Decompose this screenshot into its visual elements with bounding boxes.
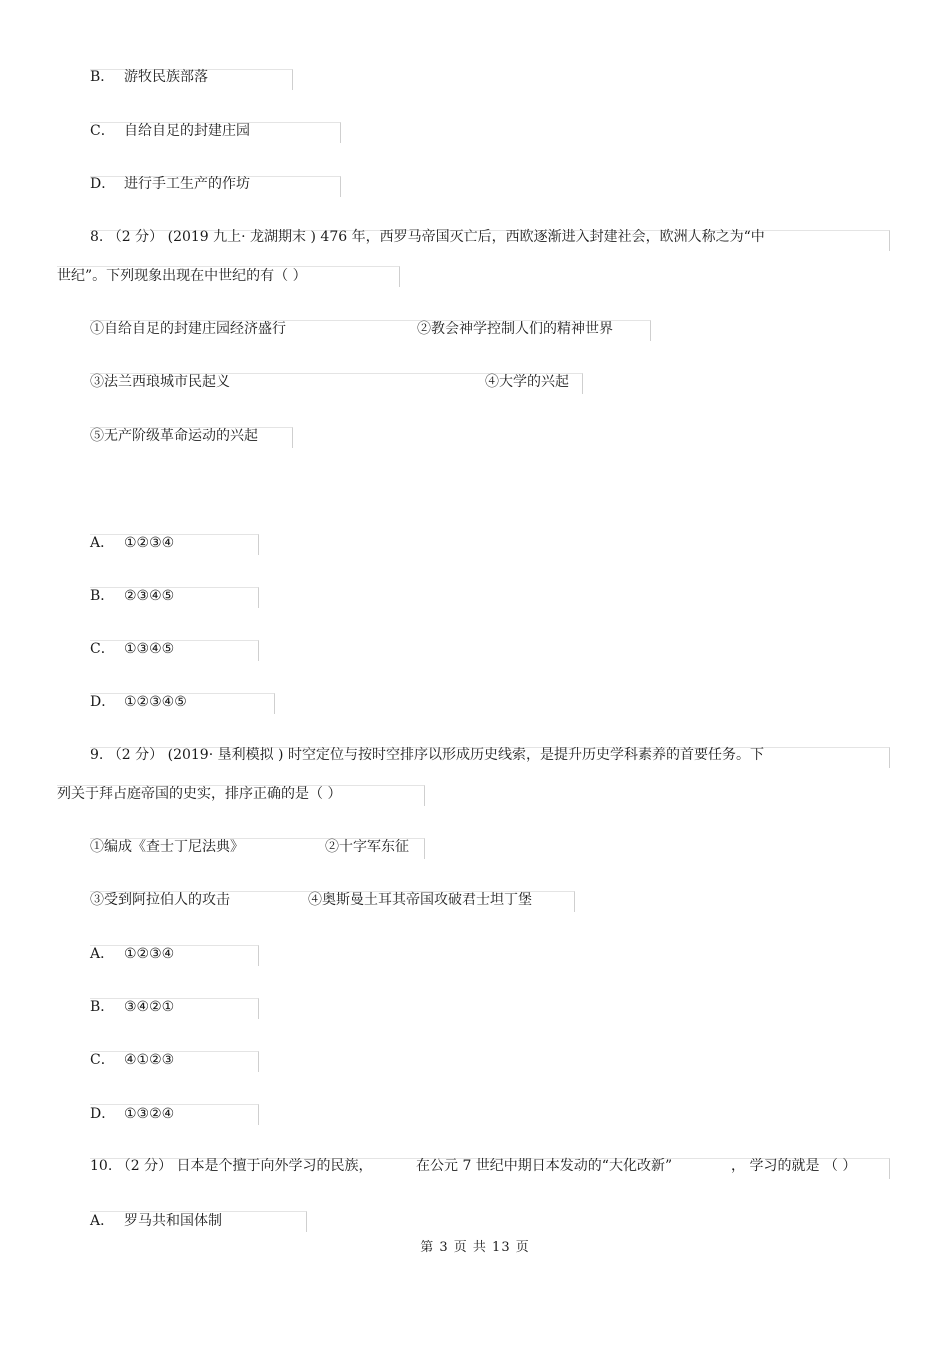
option-letter: C． (90, 1052, 115, 1068)
option-letter: B． (90, 588, 115, 604)
option-letter: D． (90, 176, 116, 192)
q7-option-d[interactable] (90, 175, 250, 193)
option-text: ③④②① (124, 999, 175, 1015)
q8-item-5: ⑤无产阶级革命运动的兴起 (90, 428, 258, 444)
option-text: ②③④⑤ (124, 588, 175, 604)
option-text: 罗马共和国体制 (124, 1213, 222, 1229)
q8-stem-line2: 世纪”。下列现象出现在中世纪的有（ ） (57, 268, 307, 284)
q8-option-c[interactable] (90, 640, 174, 658)
option-letter: B． (90, 999, 115, 1015)
q10-stem-part2: 在公元 7 世纪中期日本发动的“大化改新” (416, 1158, 673, 1174)
option-letter: A． (90, 1213, 115, 1229)
option-letter: C． (90, 123, 115, 139)
q9-option-b[interactable] (90, 998, 174, 1016)
option-text: ①②③④⑤ (124, 694, 187, 710)
q9-stem-line1: 9. （2 分） (2019· 垦利模拟 ) 时空定位与按时空排序以形成历史线索，是提升历史学科素养的首要任务。下 (90, 747, 764, 763)
option-letter: A． (90, 946, 115, 962)
q8-option-b[interactable] (90, 587, 174, 605)
q10-stem-part1: 10. （2 分） 日本是个擅于向外学习的民族， (90, 1158, 373, 1174)
option-text: ①②③④ (124, 535, 175, 551)
q8-item-3: ③法兰西琅城市民起义 (90, 374, 230, 390)
option-text: ①③④⑤ (124, 641, 175, 657)
q10-option-a[interactable] (90, 1212, 222, 1230)
q8-item-1: ①自给自足的封建庄园经济盛行 (90, 321, 286, 337)
option-letter: B． (90, 69, 115, 85)
option-letter: A． (90, 535, 115, 551)
q9-stem-line2: 列关于拜占庭帝国的史实，排序正确的是（ ） (57, 786, 342, 802)
option-letter: D． (90, 694, 116, 710)
q8-option-a[interactable] (90, 534, 174, 552)
q10-stem-part3: ， 学习的就是 （ ） (731, 1158, 857, 1174)
q8-item-2: ②教会神学控制人们的精神世界 (417, 321, 613, 337)
q8-item-4: ④大学的兴起 (485, 374, 569, 390)
q9-option-c[interactable] (90, 1051, 174, 1069)
option-text: 进行手工生产的作坊 (124, 176, 250, 192)
q9-item-1: ①编成《查士丁尼法典》 (90, 839, 244, 855)
q9-item-4: ④奥斯曼土耳其帝国攻破君士坦丁堡 (308, 892, 532, 908)
q9-item-2: ②十字军东征 (325, 839, 409, 855)
option-text: ④①②③ (124, 1052, 175, 1068)
option-letter: D． (90, 1106, 116, 1122)
q8-option-d[interactable] (90, 693, 187, 711)
option-text: ①②③④ (124, 946, 175, 962)
q9-option-a[interactable] (90, 945, 174, 963)
option-text: 游牧民族部落 (124, 69, 208, 85)
q8-stem-line1: 8. （2 分） (2019 九上· 龙湖期末 ) 476 年，西罗马帝国灭亡后，西欧逐渐进入封建社会，欧洲人称之为“中 (90, 229, 765, 245)
page-footer: 第 3 页 共 13 页 (420, 1240, 530, 1255)
q9-option-d[interactable] (90, 1105, 174, 1123)
option-text: 自给自足的封建庄园 (124, 123, 250, 139)
option-letter: C． (90, 641, 115, 657)
q7-option-b[interactable] (90, 68, 208, 86)
q7-option-c[interactable] (90, 122, 250, 140)
option-text: ①③②④ (124, 1106, 175, 1122)
q9-item-3: ③受到阿拉伯人的攻击 (90, 892, 230, 908)
